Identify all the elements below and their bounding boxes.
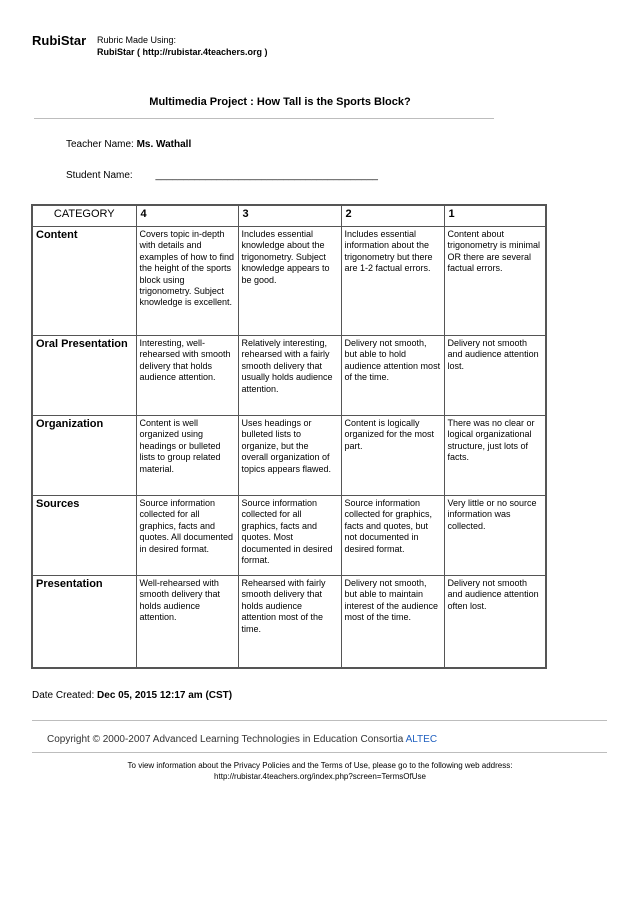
row-category: Organization xyxy=(32,416,136,496)
teacher-name xyxy=(66,139,191,150)
table-cell: Source information collected for all graphics, facts and quotes. All documented in desired format. xyxy=(136,496,238,576)
terms-footer xyxy=(50,760,590,782)
table-cell: Well-rehearsed with smooth delivery that holds audience attention. xyxy=(136,576,238,669)
table-cell: Source information collected for graphics, facts and quotes, but not documented in desired format. xyxy=(341,496,444,576)
table-cell: Content is well organized using headings or bulleted lists to group related material. xyxy=(136,416,238,496)
header-level-2: 2 xyxy=(341,205,444,227)
header-level-3: 3 xyxy=(238,205,341,227)
date-created xyxy=(32,690,232,701)
copyright-text: Copyright © 2000-2007 Advanced Learning Technologies in Education Consortia xyxy=(47,734,404,745)
teacher-label: Teacher Name: xyxy=(66,139,134,150)
table-cell: Rehearsed with fairly smooth delivery that holds audience attention most of the time. xyxy=(238,576,341,669)
table-cell: Relatively interesting, rehearsed with a fairly smooth delivery that usually holds audience attention. xyxy=(238,336,341,416)
table-cell: Source information collected for all graphics, facts and quotes. Most documented in desired format. xyxy=(238,496,341,576)
header-level-1: 1 xyxy=(444,205,546,227)
made-using-note xyxy=(97,34,268,58)
row-category: Sources xyxy=(32,496,136,576)
table-cell: Uses headings or bulleted lists to organize, but the overall organization of topics appears flawed. xyxy=(238,416,341,496)
table-cell: Covers topic in-depth with details and examples of how to find the height of the sports block using trigonometry. Subject knowledge is excellent. xyxy=(136,227,238,336)
row-category: Presentation xyxy=(32,576,136,669)
page-title: Multimedia Project : How Tall is the Sports Block? xyxy=(149,96,411,108)
table-row xyxy=(32,416,546,496)
teacher-value: Ms. Wathall xyxy=(136,139,192,150)
table-cell: Delivery not smooth, but able to hold audience attention most of the time. xyxy=(341,336,444,416)
table-cell: Delivery not smooth, but able to maintain interest of the audience most of the time. xyxy=(341,576,444,669)
table-row xyxy=(32,336,546,416)
table-cell: Delivery not smooth and audience attention often lost. xyxy=(444,576,546,669)
table-row xyxy=(32,227,546,336)
divider xyxy=(32,720,607,721)
table-row xyxy=(32,496,546,576)
made-using-label: Rubric Made Using: xyxy=(97,35,177,45)
table-cell: Interesting, well-rehearsed with smooth delivery that holds audience attention. xyxy=(136,336,238,416)
table-cell: Content about trigonometry is minimal OR there are several factual errors. xyxy=(444,227,546,336)
row-category: Content xyxy=(32,227,136,336)
student-name xyxy=(66,170,378,181)
terms-text: To view information about the Privacy Policies and the Terms of Use, please go to the following web address: xyxy=(127,761,513,770)
copyright-notice xyxy=(47,734,437,745)
date-label: Date Created: xyxy=(32,690,95,701)
table-cell: Includes essential information about the trigonometry but there are 1-2 factual errors. xyxy=(341,227,444,336)
header-level-4: 4 xyxy=(136,205,238,227)
table-cell: Very little or no source information was collected. xyxy=(444,496,546,576)
altec-link[interactable]: ALTEC xyxy=(405,734,438,745)
table-cell: Content is logically organized for the most part. xyxy=(341,416,444,496)
made-using-url[interactable]: RubiStar ( http://rubistar.4teachers.org ) xyxy=(97,47,268,57)
table-row xyxy=(32,576,546,669)
rubric-table xyxy=(31,204,547,669)
header-category: CATEGORY xyxy=(32,205,136,227)
divider xyxy=(32,752,607,753)
row-category: Oral Presentation xyxy=(32,336,136,416)
terms-url[interactable]: http://rubistar.4teachers.org/index.php?screen=TermsOfUse xyxy=(214,772,426,781)
student-label: Student Name: xyxy=(66,170,133,181)
table-cell: Includes essential knowledge about the trigonometry. Subject knowledge appears to be good. xyxy=(238,227,341,336)
date-value: Dec 05, 2015 12:17 am (CST) xyxy=(97,690,233,701)
table-header-row xyxy=(32,205,546,227)
table-cell: Delivery not smooth and audience attention lost. xyxy=(444,336,546,416)
table-cell: There was no clear or logical organizational structure, just lots of facts. xyxy=(444,416,546,496)
brand-logo: RubiStar xyxy=(32,33,87,48)
student-name-line: ________________________________________ xyxy=(155,170,378,181)
divider xyxy=(34,118,494,119)
